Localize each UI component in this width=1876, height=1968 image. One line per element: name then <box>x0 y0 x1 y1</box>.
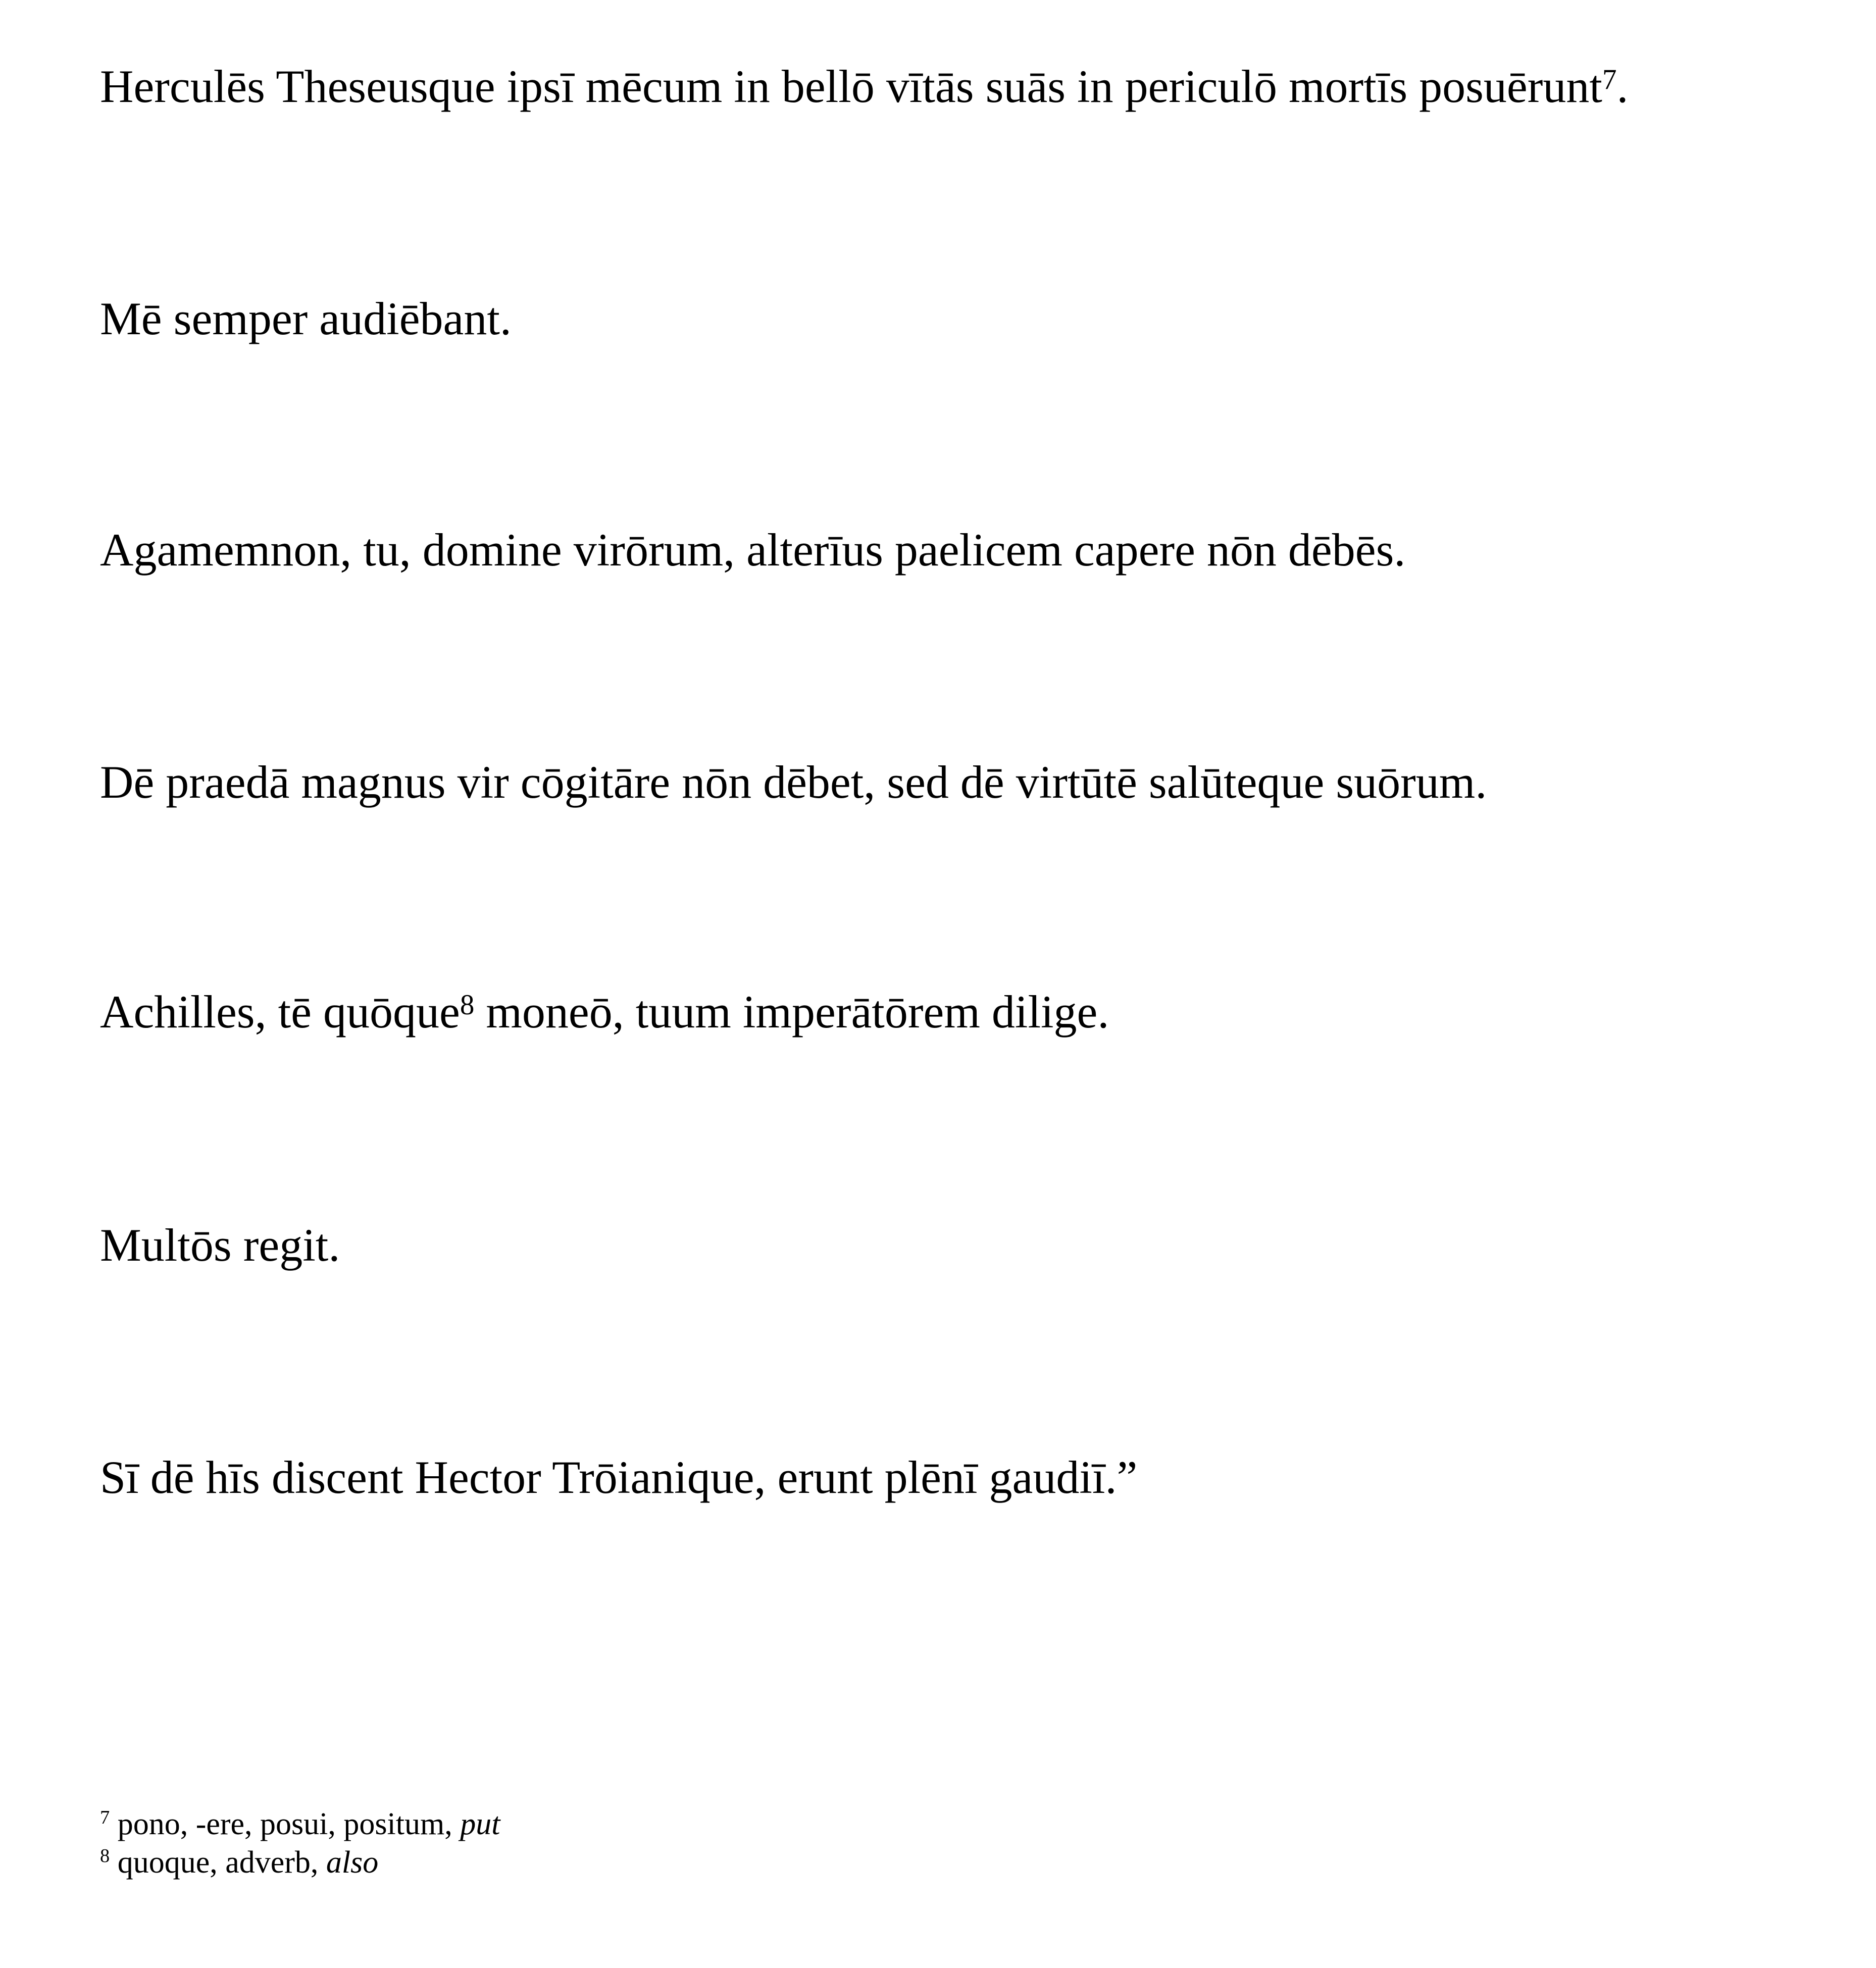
footnote-8-text: quoque, adverb, <box>110 1845 326 1880</box>
sentence-3: Agamemnon, tu, domine virōrum, alterīus paelicem capere nōn dēbēs. <box>100 524 1406 576</box>
footnote-7-gloss: put <box>460 1807 500 1841</box>
sentence-7: Sī dē hīs discent Hector Trōianique, erunt plēnī gaudiī.” <box>100 1452 1138 1503</box>
footnote-ref-8[interactable]: 8 <box>460 989 475 1021</box>
sentence-2: Mē semper audiēbant. <box>100 293 512 344</box>
sentence-5-after: moneō, tuum imperātōrem dilige. <box>474 986 1109 1038</box>
footnote-8-number: 8 <box>100 1845 110 1867</box>
sentence-4: Dē praedā magnus vir cōgitāre nōn dēbet, sed dē virtūtē salūteque suōrum. <box>100 756 1487 808</box>
sentence-5-before: Achilles, tē quōque <box>100 986 460 1038</box>
footnotes <box>100 1805 500 1882</box>
footnote-ref-7[interactable]: 7 <box>1602 64 1617 96</box>
sentence-1 <box>100 63 1628 110</box>
footnote-7-text: pono, -ere, posui, positum, <box>110 1807 461 1841</box>
footnote-7 <box>100 1805 500 1843</box>
sentence-5 <box>100 986 1109 1038</box>
footnote-8-gloss: also <box>326 1845 379 1880</box>
footnote-8 <box>100 1843 500 1882</box>
sentence-1-end: . <box>1616 61 1629 112</box>
sentence-6: Multōs regit. <box>100 1219 340 1271</box>
footnote-7-number: 7 <box>100 1806 110 1828</box>
sentence-1-text: Herculēs Theseusque ipsī mēcum in bellō vītās suās in periculō mortīs posuērunt <box>100 61 1602 112</box>
